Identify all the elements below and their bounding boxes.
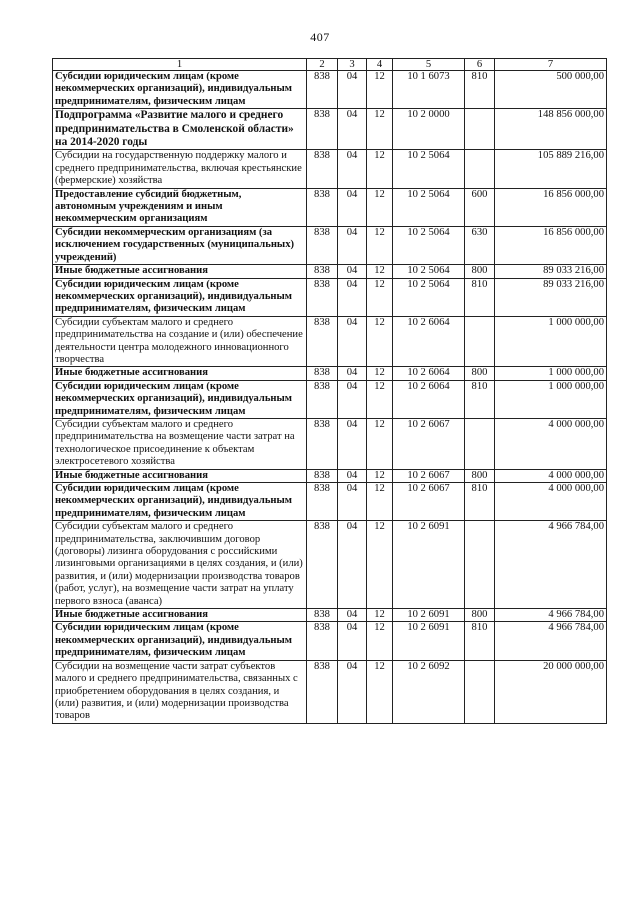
expense-type-cell: 800 bbox=[465, 265, 495, 278]
section-code-cell: 04 bbox=[338, 265, 367, 278]
subsection-code-cell: 12 bbox=[367, 109, 393, 150]
target-article-cell: 10 2 6091 bbox=[393, 609, 465, 622]
amount-cell: 16 856 000,00 bbox=[495, 188, 607, 226]
table-row bbox=[53, 622, 607, 660]
expense-type-cell bbox=[465, 660, 495, 723]
row-name-cell: Субсидии на возмещение части затрат субъектов малого и среднего предпринимательства, связанных с приобретением оборудования в целях создания, и (или) развития, и (или) модернизации производства товаров bbox=[53, 660, 307, 723]
row-name-cell: Иные бюджетные ассигнования bbox=[53, 265, 307, 278]
section-code-cell: 04 bbox=[338, 521, 367, 609]
row-name-cell: Предоставление субсидий бюджетным, автономным учреждениям и иным некоммерческим организациям bbox=[53, 188, 307, 226]
ministry-code-cell: 838 bbox=[307, 150, 338, 188]
subsection-code-cell: 12 bbox=[367, 226, 393, 264]
ministry-code-cell: 838 bbox=[307, 609, 338, 622]
row-name-cell: Иные бюджетные ассигнования bbox=[53, 367, 307, 380]
ministry-code-cell: 838 bbox=[307, 367, 338, 380]
ministry-code-cell: 838 bbox=[307, 622, 338, 660]
target-article-cell: 10 2 6067 bbox=[393, 469, 465, 482]
subsection-code-cell: 12 bbox=[367, 483, 393, 521]
section-code-cell: 04 bbox=[338, 380, 367, 418]
expense-type-cell: 600 bbox=[465, 188, 495, 226]
amount-cell: 16 856 000,00 bbox=[495, 226, 607, 264]
row-name-cell: Иные бюджетные ассигнования bbox=[53, 469, 307, 482]
amount-cell: 4 966 784,00 bbox=[495, 609, 607, 622]
row-name-cell: Субсидии на государственную поддержку малого и среднего предпринимательства, включая крестьянские (фермерские) хозяйства bbox=[53, 150, 307, 188]
row-name-cell: Субсидии юридическим лицам (кроме некоммерческих организаций), индивидуальным предпринимателям, физическим лицам bbox=[53, 380, 307, 418]
amount-cell: 4 000 000,00 bbox=[495, 418, 607, 469]
target-article-cell: 10 2 5064 bbox=[393, 265, 465, 278]
section-code-cell: 04 bbox=[338, 622, 367, 660]
subsection-code-cell: 12 bbox=[367, 367, 393, 380]
amount-cell: 500 000,00 bbox=[495, 71, 607, 109]
expense-type-cell: 810 bbox=[465, 380, 495, 418]
row-name-cell: Субсидии юридическим лицам (кроме некоммерческих организаций), индивидуальным предпринимателям, физическим лицам bbox=[53, 278, 307, 316]
target-article-cell: 10 2 6092 bbox=[393, 660, 465, 723]
target-article-cell: 10 2 5064 bbox=[393, 226, 465, 264]
subsection-code-cell: 12 bbox=[367, 521, 393, 609]
subsection-code-cell: 12 bbox=[367, 265, 393, 278]
section-code-cell: 04 bbox=[338, 278, 367, 316]
amount-cell: 20 000 000,00 bbox=[495, 660, 607, 723]
ministry-code-cell: 838 bbox=[307, 109, 338, 150]
table-row bbox=[53, 188, 607, 226]
table-header-row bbox=[53, 59, 607, 71]
target-article-cell: 10 1 6073 bbox=[393, 71, 465, 109]
col-header-5: 5 bbox=[393, 59, 465, 71]
table-row bbox=[53, 278, 607, 316]
expense-type-cell: 800 bbox=[465, 367, 495, 380]
ministry-code-cell: 838 bbox=[307, 316, 338, 367]
table-row bbox=[53, 71, 607, 109]
table-row bbox=[53, 150, 607, 188]
target-article-cell: 10 2 5064 bbox=[393, 150, 465, 188]
table-row bbox=[53, 109, 607, 150]
table-row bbox=[53, 660, 607, 723]
expense-type-cell: 810 bbox=[465, 483, 495, 521]
expense-type-cell bbox=[465, 521, 495, 609]
section-code-cell: 04 bbox=[338, 71, 367, 109]
subsection-code-cell: 12 bbox=[367, 418, 393, 469]
subsection-code-cell: 12 bbox=[367, 278, 393, 316]
expense-type-cell bbox=[465, 418, 495, 469]
expense-type-cell bbox=[465, 109, 495, 150]
col-header-7: 7 bbox=[495, 59, 607, 71]
expense-type-cell bbox=[465, 316, 495, 367]
subsection-code-cell: 12 bbox=[367, 622, 393, 660]
table-row bbox=[53, 521, 607, 609]
section-code-cell: 04 bbox=[338, 418, 367, 469]
subsection-code-cell: 12 bbox=[367, 188, 393, 226]
subsection-code-cell: 12 bbox=[367, 150, 393, 188]
amount-cell: 1 000 000,00 bbox=[495, 316, 607, 367]
table-row bbox=[53, 418, 607, 469]
expense-type-cell: 810 bbox=[465, 71, 495, 109]
ministry-code-cell: 838 bbox=[307, 278, 338, 316]
amount-cell: 1 000 000,00 bbox=[495, 380, 607, 418]
amount-cell: 4 966 784,00 bbox=[495, 521, 607, 609]
ministry-code-cell: 838 bbox=[307, 469, 338, 482]
expense-type-cell bbox=[465, 150, 495, 188]
page-number: 407 bbox=[310, 30, 330, 44]
table-row bbox=[53, 469, 607, 482]
ministry-code-cell: 838 bbox=[307, 483, 338, 521]
section-code-cell: 04 bbox=[338, 469, 367, 482]
expense-type-cell: 810 bbox=[465, 278, 495, 316]
target-article-cell: 10 2 6067 bbox=[393, 418, 465, 469]
row-name-cell: Субсидии субъектам малого и среднего предпринимательства на возмещение части затрат на технологическое присоединение к объектам электросетевого хозяйства bbox=[53, 418, 307, 469]
table-row bbox=[53, 367, 607, 380]
target-article-cell: 10 2 5064 bbox=[393, 278, 465, 316]
subsection-code-cell: 12 bbox=[367, 71, 393, 109]
subsection-code-cell: 12 bbox=[367, 380, 393, 418]
row-name-cell: Субсидии субъектам малого и среднего предпринимательства на создание и (или) обеспечение деятельности центра молодежного инновационного творчества bbox=[53, 316, 307, 367]
target-article-cell: 10 2 6064 bbox=[393, 380, 465, 418]
row-name-cell: Субсидии юридическим лицам (кроме некоммерческих организаций), индивидуальным предпринимателям, физическим лицам bbox=[53, 483, 307, 521]
row-name-cell: Субсидии некоммерческим организациям (за исключением государственных (муниципальных) учреждений) bbox=[53, 226, 307, 264]
target-article-cell: 10 2 6067 bbox=[393, 483, 465, 521]
col-header-1: 1 bbox=[53, 59, 307, 71]
section-code-cell: 04 bbox=[338, 150, 367, 188]
table-row bbox=[53, 380, 607, 418]
table-row bbox=[53, 226, 607, 264]
ministry-code-cell: 838 bbox=[307, 188, 338, 226]
section-code-cell: 04 bbox=[338, 226, 367, 264]
target-article-cell: 10 2 6091 bbox=[393, 521, 465, 609]
amount-cell: 89 033 216,00 bbox=[495, 278, 607, 316]
budget-table bbox=[52, 58, 607, 724]
subsection-code-cell: 12 bbox=[367, 660, 393, 723]
section-code-cell: 04 bbox=[338, 367, 367, 380]
ministry-code-cell: 838 bbox=[307, 380, 338, 418]
table-row bbox=[53, 483, 607, 521]
ministry-code-cell: 838 bbox=[307, 265, 338, 278]
amount-cell: 148 856 000,00 bbox=[495, 109, 607, 150]
row-name-cell: Подпрограмма «Развитие малого и среднего предпринимательства в Смоленской области» на 2014-2020 годы bbox=[53, 109, 307, 150]
target-article-cell: 10 2 5064 bbox=[393, 188, 465, 226]
ministry-code-cell: 838 bbox=[307, 226, 338, 264]
ministry-code-cell: 838 bbox=[307, 418, 338, 469]
subsection-code-cell: 12 bbox=[367, 316, 393, 367]
ministry-code-cell: 838 bbox=[307, 521, 338, 609]
amount-cell: 89 033 216,00 bbox=[495, 265, 607, 278]
amount-cell: 4 000 000,00 bbox=[495, 469, 607, 482]
expense-type-cell: 630 bbox=[465, 226, 495, 264]
col-header-4: 4 bbox=[367, 59, 393, 71]
table-row bbox=[53, 265, 607, 278]
row-name-cell: Субсидии юридическим лицам (кроме некоммерческих организаций), индивидуальным предпринимателям, физическим лицам bbox=[53, 622, 307, 660]
subsection-code-cell: 12 bbox=[367, 609, 393, 622]
section-code-cell: 04 bbox=[338, 609, 367, 622]
target-article-cell: 10 2 6091 bbox=[393, 622, 465, 660]
col-header-3: 3 bbox=[338, 59, 367, 71]
row-name-cell: Иные бюджетные ассигнования bbox=[53, 609, 307, 622]
col-header-2: 2 bbox=[307, 59, 338, 71]
amount-cell: 4 000 000,00 bbox=[495, 483, 607, 521]
target-article-cell: 10 2 6064 bbox=[393, 316, 465, 367]
section-code-cell: 04 bbox=[338, 188, 367, 226]
amount-cell: 4 966 784,00 bbox=[495, 622, 607, 660]
section-code-cell: 04 bbox=[338, 109, 367, 150]
table-row bbox=[53, 609, 607, 622]
table-row bbox=[53, 316, 607, 367]
section-code-cell: 04 bbox=[338, 316, 367, 367]
expense-type-cell: 800 bbox=[465, 469, 495, 482]
row-name-cell: Субсидии юридическим лицам (кроме некоммерческих организаций), индивидуальным предпринимателям, физическим лицам bbox=[53, 71, 307, 109]
amount-cell: 1 000 000,00 bbox=[495, 367, 607, 380]
expense-type-cell: 800 bbox=[465, 609, 495, 622]
expense-type-cell: 810 bbox=[465, 622, 495, 660]
section-code-cell: 04 bbox=[338, 483, 367, 521]
target-article-cell: 10 2 0000 bbox=[393, 109, 465, 150]
row-name-cell: Субсидии субъектам малого и среднего предпринимательства, заключившим договор (договоры) лизинга оборудования с российскими лизинговыми организациями в целях создания, и (или) развития, и (или) модернизации производства товаров (работ, услуг), на возмещение части затрат на уплату первого взноса (аванса) bbox=[53, 521, 307, 609]
section-code-cell: 04 bbox=[338, 660, 367, 723]
amount-cell: 105 889 216,00 bbox=[495, 150, 607, 188]
subsection-code-cell: 12 bbox=[367, 469, 393, 482]
col-header-6: 6 bbox=[465, 59, 495, 71]
target-article-cell: 10 2 6064 bbox=[393, 367, 465, 380]
ministry-code-cell: 838 bbox=[307, 71, 338, 109]
ministry-code-cell: 838 bbox=[307, 660, 338, 723]
